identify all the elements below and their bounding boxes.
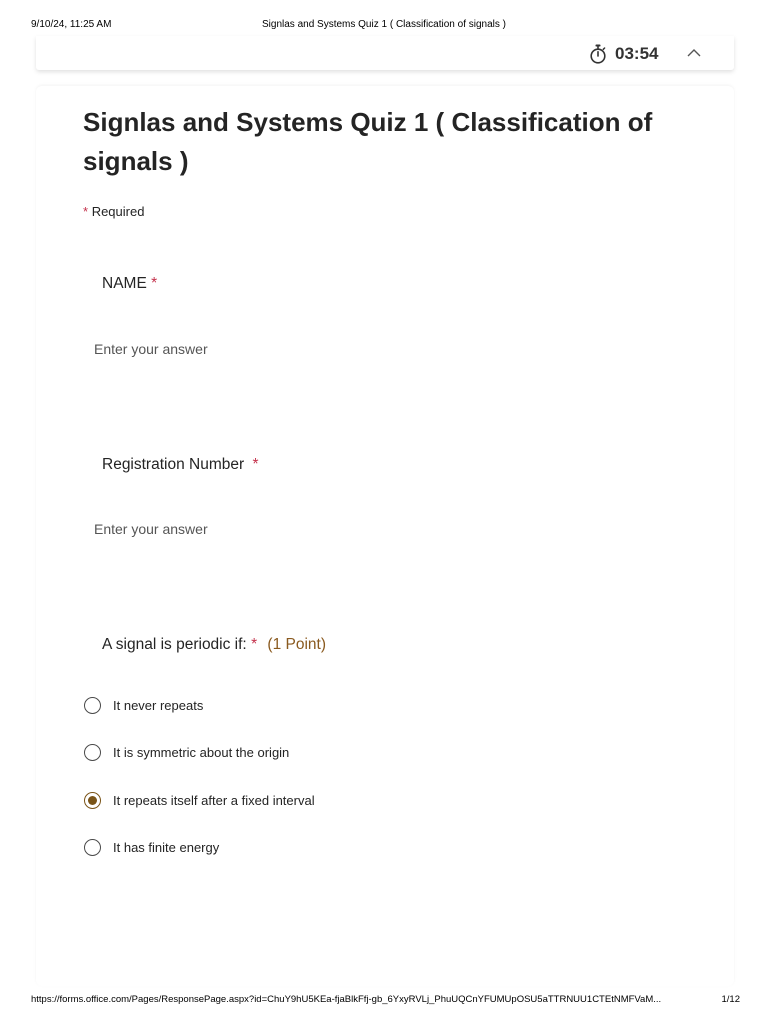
footer-page-number: 1/12 [721, 994, 740, 1005]
radio-button-selected[interactable] [84, 792, 101, 809]
question-periodic-text: A signal is periodic if: [102, 636, 247, 653]
question-periodic-label [102, 636, 326, 654]
option-label: It has finite energy [113, 840, 220, 855]
option-repeats-fixed-interval[interactable] [84, 792, 534, 814]
registration-number-input[interactable] [94, 517, 654, 541]
footer-url: https://forms.office.com/Pages/ResponsePage.aspx?id=ChuY9hU5KEa-fjaBlkFfj-gb_6YxyRVLj_PhuUQCnYFUMUpOSU5aTTRNUU1CTEtNMFVaM... [31, 994, 662, 1005]
option-finite-energy[interactable] [84, 839, 534, 861]
required-note-text: Required [91, 204, 145, 219]
radio-button[interactable] [84, 839, 101, 856]
question-registration-text: Registration Number [102, 456, 245, 473]
question-name-text: NAME [102, 275, 147, 292]
option-never-repeats[interactable] [84, 697, 534, 719]
radio-button[interactable] [84, 697, 101, 714]
required-note [83, 204, 144, 219]
timer-bar [36, 36, 734, 70]
question-name-label [102, 275, 157, 293]
question-points: (1 Point) [267, 636, 327, 653]
option-symmetric[interactable] [84, 744, 534, 766]
print-footer [31, 994, 740, 1008]
question-name-required: * [151, 275, 158, 292]
print-date: 9/10/24, 11:25 AM [31, 19, 112, 30]
print-title: Signlas and Systems Quiz 1 ( Classification of signals ) [262, 19, 506, 30]
question-registration-required: * [252, 456, 259, 473]
name-input[interactable] [94, 337, 654, 361]
print-header [31, 19, 737, 33]
chevron-up-icon[interactable] [686, 47, 702, 59]
question-registration-label [102, 456, 259, 474]
form-title: Signlas and Systems Quiz 1 ( Classification of signals ) [83, 107, 653, 176]
stopwatch-icon [589, 44, 607, 64]
option-label: It never repeats [113, 698, 204, 713]
question-periodic-required: * [251, 636, 258, 653]
required-asterisk: * [83, 204, 89, 219]
radio-button[interactable] [84, 744, 101, 761]
timer-countdown: 03:54 [615, 44, 659, 63]
option-label: It is symmetric about the origin [113, 745, 290, 760]
option-label: It repeats itself after a fixed interval [113, 793, 315, 808]
